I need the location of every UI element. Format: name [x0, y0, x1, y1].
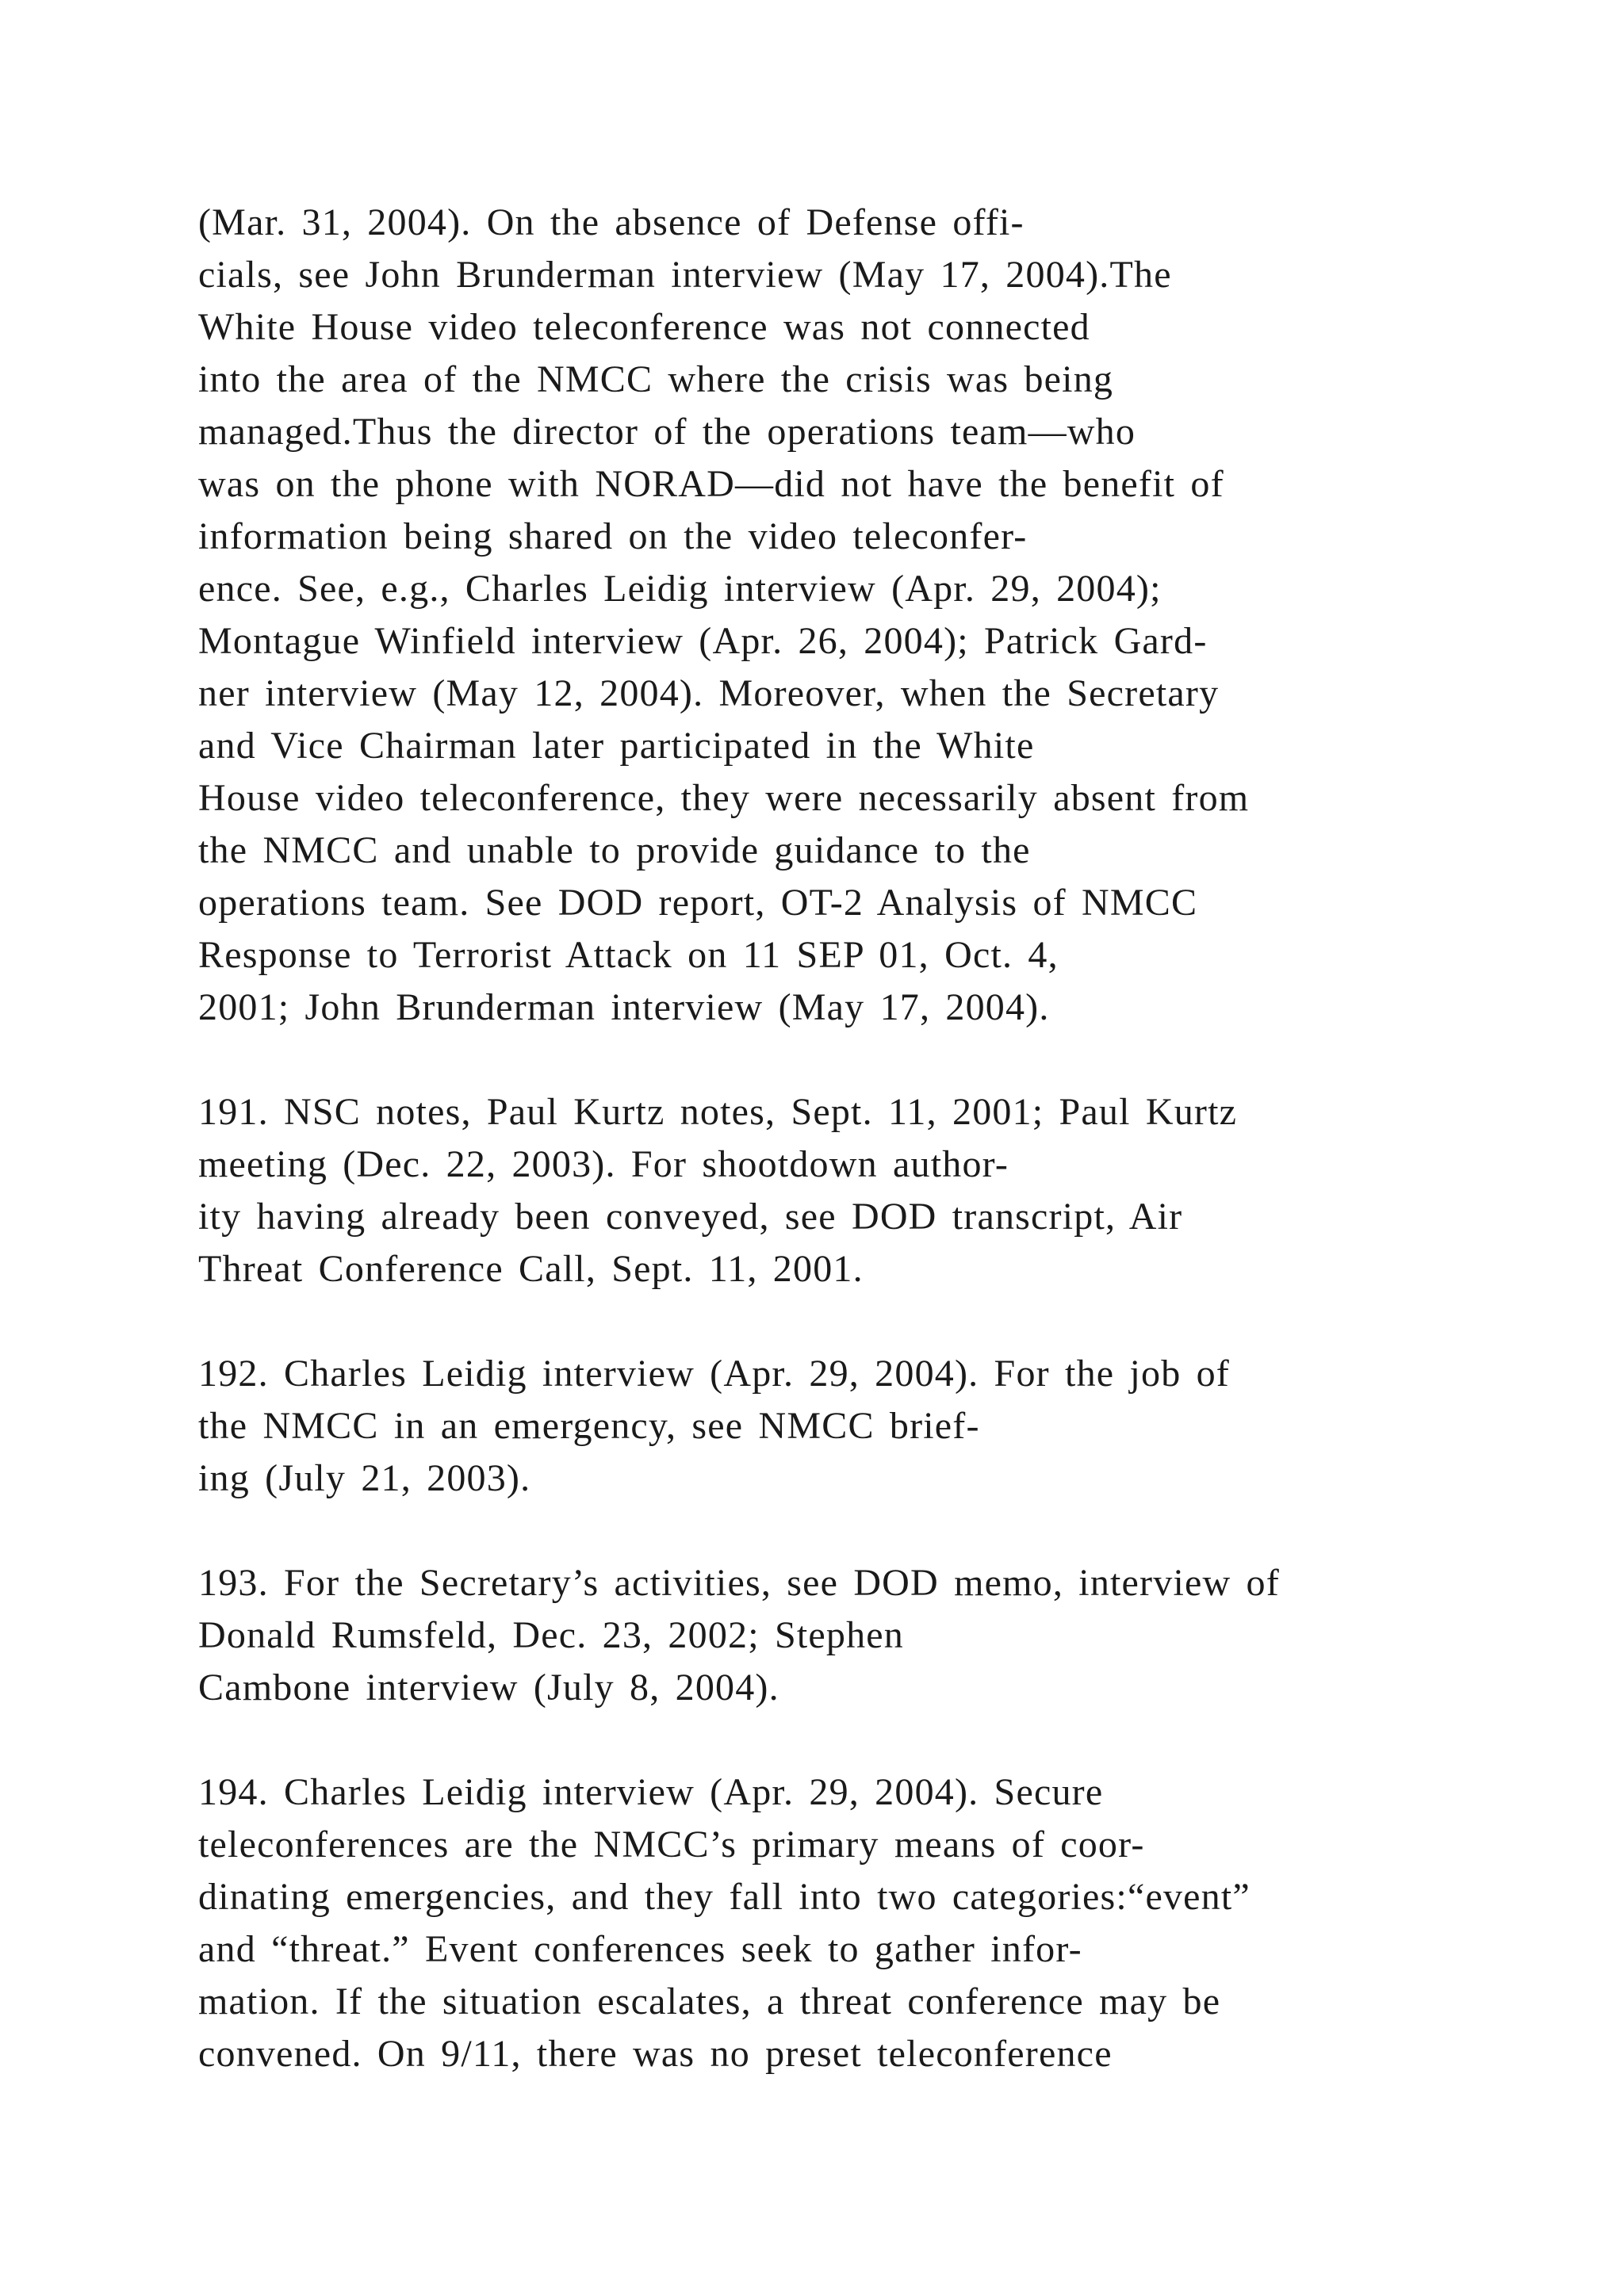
text-line: teleconferences are the NMCC’s primary means of coor- — [198, 1823, 1145, 1866]
footnotes-text — [198, 197, 1507, 2133]
text-line: ence. See, e.g., Charles Leidig interview (Apr. 29, 2004); — [198, 568, 1162, 610]
text-line: ner interview (May 12, 2004). Moreover, when the Secretary — [198, 672, 1220, 714]
text-line: the NMCC in an emergency, see NMCC brief- — [198, 1405, 980, 1447]
text-line: Threat Conference Call, Sept. 11, 2001. — [198, 1248, 864, 1290]
note-191-paragraph — [198, 1086, 1507, 1295]
text-line: 194. Charles Leidig interview (Apr. 29, 2004). Secure — [198, 1771, 1104, 1813]
text-line: Response to Terrorist Attack on 11 SEP 01, Oct. 4, — [198, 934, 1059, 976]
note-193-paragraph — [198, 1557, 1507, 1714]
text-line: Donald Rumsfeld, Dec. 23, 2002; Stephen — [198, 1614, 905, 1656]
text-line: ing (July 21, 2003). — [198, 1457, 531, 1499]
text-line: operations team. See DOD report, OT-2 Analysis of NMCC — [198, 882, 1198, 924]
text-line: 191. NSC notes, Paul Kurtz notes, Sept. 11, 2001; Paul Kurtz — [198, 1091, 1238, 1133]
note-192-paragraph — [198, 1348, 1507, 1505]
text-line: dinating emergencies, and they fall into two categories:“event” — [198, 1876, 1251, 1918]
text-line: information being shared on the video teleconfer- — [198, 515, 1028, 557]
text-line: into the area of the NMCC where the crisis was being — [198, 358, 1114, 400]
text-line: White House video teleconference was not connected — [198, 306, 1090, 348]
text-line: 2001; John Brunderman interview (May 17, 2004). — [198, 986, 1050, 1028]
text-line: 192. Charles Leidig interview (Apr. 29, 2004). For the job of — [198, 1353, 1230, 1395]
text-line: House video teleconference, they were necessarily absent from — [198, 777, 1250, 819]
text-line: cials, see John Brunderman interview (May 17, 2004).The — [198, 254, 1172, 296]
text-line: the NMCC and unable to provide guidance to the — [198, 829, 1031, 871]
text-line: meeting (Dec. 22, 2003). For shootdown author- — [198, 1143, 1009, 1185]
text-line: and “threat.” Event conferences seek to gather infor- — [198, 1928, 1082, 1970]
text-line: ity having already been conveyed, see DOD transcript, Air — [198, 1196, 1183, 1238]
text-line: Montague Winfield interview (Apr. 26, 2004); Patrick Gard- — [198, 620, 1208, 662]
text-line: convened. On 9/11, there was no preset teleconference — [198, 2033, 1113, 2075]
note-194-paragraph — [198, 1766, 1507, 2080]
text-line: managed.Thus the director of the operations team—who — [198, 411, 1136, 453]
text-line: Cambone interview (July 8, 2004). — [198, 1667, 779, 1709]
text-line: 193. For the Secretary’s activities, see DOD memo, interview of — [198, 1562, 1280, 1604]
text-line: was on the phone with NORAD—did not have the benefit of — [198, 463, 1224, 505]
text-line: mation. If the situation escalates, a threat conference may be — [198, 1980, 1221, 2022]
note-continuation-paragraph — [198, 197, 1507, 1034]
text-line: (Mar. 31, 2004). On the absence of Defense offi- — [198, 201, 1025, 243]
text-line: and Vice Chairman later participated in the White — [198, 725, 1035, 767]
